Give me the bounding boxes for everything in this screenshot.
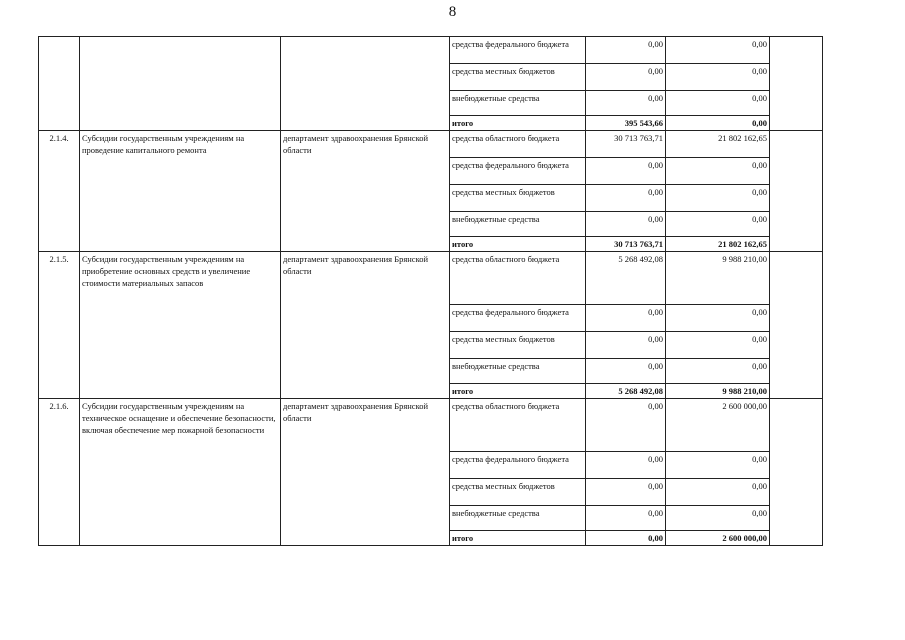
value-2: 0,00 <box>666 452 770 479</box>
value-1: 0,00 <box>586 359 666 384</box>
total-value-1: 30 713 763,71 <box>586 237 666 252</box>
total-label: итого <box>450 116 586 131</box>
total-value-1: 395 543,66 <box>586 116 666 131</box>
funding-source: средства местных бюджетов <box>450 332 586 359</box>
item-number <box>39 37 80 131</box>
item-number: 2.1.4. <box>39 131 80 252</box>
budget-table <box>38 36 823 546</box>
total-value-1: 5 268 492,08 <box>586 384 666 399</box>
total-label: итого <box>450 237 586 252</box>
page-number: 8 <box>448 4 457 20</box>
value-1: 0,00 <box>586 399 666 452</box>
total-label: итого <box>450 531 586 546</box>
value-1: 5 268 492,08 <box>586 252 666 305</box>
value-1: 0,00 <box>586 37 666 64</box>
value-2: 0,00 <box>666 506 770 531</box>
funding-source: средства федерального бюджета <box>450 158 586 185</box>
empty-cell <box>770 131 823 252</box>
item-number: 2.1.6. <box>39 399 80 546</box>
empty-cell <box>770 252 823 399</box>
funding-source: внебюджетные средства <box>450 212 586 237</box>
value-1: 0,00 <box>586 506 666 531</box>
total-value-2: 21 802 162,65 <box>666 237 770 252</box>
value-2: 9 988 210,00 <box>666 252 770 305</box>
item-name <box>80 37 281 131</box>
value-2: 0,00 <box>666 91 770 116</box>
value-2: 0,00 <box>666 212 770 237</box>
value-2: 0,00 <box>666 305 770 332</box>
item-name: Субсидии государственным учреждениям на приобретение основных средств и увеличение стоимости материальных запасов <box>80 252 281 399</box>
table-row <box>39 131 823 158</box>
value-2: 2 600 000,00 <box>666 399 770 452</box>
value-1: 0,00 <box>586 332 666 359</box>
total-value-1: 0,00 <box>586 531 666 546</box>
funding-source: средства областного бюджета <box>450 399 586 452</box>
funding-source: средства местных бюджетов <box>450 479 586 506</box>
table-row <box>39 37 823 64</box>
empty-cell <box>770 37 823 131</box>
value-2: 0,00 <box>666 359 770 384</box>
funding-source: средства федерального бюджета <box>450 37 586 64</box>
value-1: 0,00 <box>586 91 666 116</box>
funding-source: внебюджетные средства <box>450 506 586 531</box>
value-1: 0,00 <box>586 452 666 479</box>
value-1: 30 713 763,71 <box>586 131 666 158</box>
item-number: 2.1.5. <box>39 252 80 399</box>
funding-source: средства федерального бюджета <box>450 305 586 332</box>
table-row <box>39 399 823 452</box>
funding-source: средства местных бюджетов <box>450 64 586 91</box>
total-value-2: 9 988 210,00 <box>666 384 770 399</box>
item-executor: департамент здравоохранения Брянской области <box>281 399 450 546</box>
value-1: 0,00 <box>586 479 666 506</box>
item-name: Субсидии государственным учреждениям на проведение капитального ремонта <box>80 131 281 252</box>
total-value-2: 0,00 <box>666 116 770 131</box>
value-1: 0,00 <box>586 64 666 91</box>
item-executor: департамент здравоохранения Брянской области <box>281 252 450 399</box>
funding-source: внебюджетные средства <box>450 359 586 384</box>
value-2: 0,00 <box>666 37 770 64</box>
value-1: 0,00 <box>586 185 666 212</box>
value-2: 21 802 162,65 <box>666 131 770 158</box>
total-label: итого <box>450 384 586 399</box>
funding-source: средства областного бюджета <box>450 252 586 305</box>
total-value-2: 2 600 000,00 <box>666 531 770 546</box>
table-row <box>39 252 823 305</box>
value-2: 0,00 <box>666 479 770 506</box>
item-executor: департамент здравоохранения Брянской области <box>281 131 450 252</box>
item-name: Субсидии государственным учреждениям на техническое оснащение и обеспечение безопасности, включая обеспечение мер пожарной безопасности <box>80 399 281 546</box>
item-executor <box>281 37 450 131</box>
funding-source: внебюджетные средства <box>450 91 586 116</box>
value-1: 0,00 <box>586 212 666 237</box>
value-1: 0,00 <box>586 158 666 185</box>
value-1: 0,00 <box>586 305 666 332</box>
empty-cell <box>770 399 823 546</box>
value-2: 0,00 <box>666 332 770 359</box>
funding-source: средства областного бюджета <box>450 131 586 158</box>
value-2: 0,00 <box>666 64 770 91</box>
funding-source: средства местных бюджетов <box>450 185 586 212</box>
funding-source: средства федерального бюджета <box>450 452 586 479</box>
value-2: 0,00 <box>666 185 770 212</box>
value-2: 0,00 <box>666 158 770 185</box>
